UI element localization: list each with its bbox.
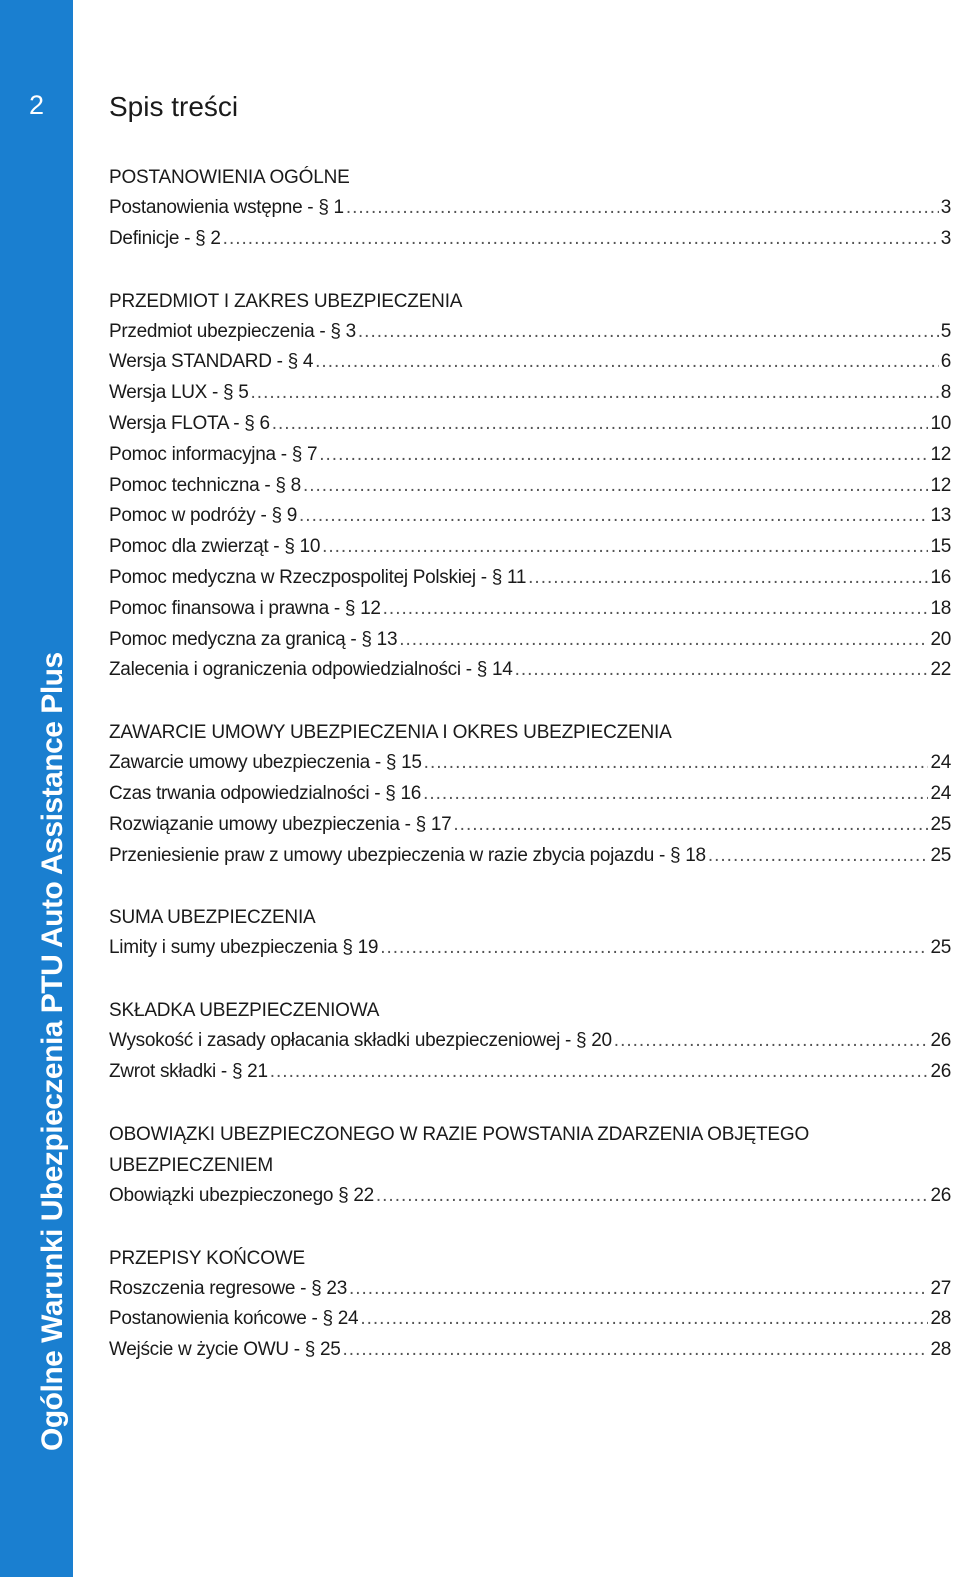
- section-heading: ZAWARCIE UMOWY UBEZPIECZENIA I OKRES UBEZPIECZENIA: [109, 722, 672, 744]
- toc-entry[interactable]: [109, 1026, 951, 1057]
- toc-entry-label: Rozwiązanie umowy ubezpieczenia - § 17: [109, 813, 452, 835]
- toc-entry[interactable]: [109, 1057, 951, 1088]
- dot-leader: [383, 594, 929, 625]
- dot-leader: [343, 1335, 929, 1366]
- toc-entry-label: Przedmiot ubezpieczenia - § 3: [109, 320, 356, 342]
- toc-entry-page: 12: [930, 443, 951, 465]
- toc-entry-label: Pomoc finansowa i prawna - § 12: [109, 597, 381, 619]
- section-heading: SUMA UBEZPIECZENIA: [109, 907, 316, 929]
- toc-section: [109, 1119, 951, 1212]
- toc-entry-page: 5: [940, 320, 951, 342]
- toc-entry[interactable]: [109, 1304, 951, 1335]
- toc-entry[interactable]: [109, 440, 951, 471]
- section-heading: PRZEPISY KOŃCOWE: [109, 1247, 305, 1269]
- dot-leader: [423, 779, 928, 810]
- toc-section: [109, 995, 951, 1088]
- toc-entry[interactable]: [109, 748, 951, 779]
- dot-leader: [360, 1304, 928, 1335]
- toc-entry[interactable]: [109, 409, 951, 440]
- toc-entry-label: Pomoc medyczna w Rzeczpospolitej Polskiej - § 11: [109, 566, 527, 588]
- toc-entry[interactable]: [109, 563, 951, 594]
- dot-leader: [299, 501, 928, 532]
- toc-entry[interactable]: [109, 841, 951, 872]
- toc-entry[interactable]: [109, 810, 951, 841]
- toc-entry[interactable]: [109, 471, 951, 502]
- dot-leader: [322, 532, 928, 563]
- dot-leader: [270, 1057, 929, 1088]
- toc-entry[interactable]: [109, 224, 951, 255]
- toc-entry-page: 10: [930, 412, 951, 434]
- toc-entry-label: Postanowienia wstępne - § 1: [109, 197, 344, 218]
- dot-leader: [614, 1026, 929, 1057]
- dot-leader: [358, 317, 939, 348]
- section-heading: PRZEDMIOT I ZAKRES UBEZPIECZENIA: [109, 290, 463, 312]
- dot-leader: [380, 933, 928, 964]
- dot-leader: [223, 224, 939, 255]
- toc-entry-page: 20: [930, 628, 951, 650]
- toc-section: [109, 1243, 951, 1366]
- toc-section: [109, 162, 951, 255]
- toc-entry-label: Zawarcie umowy ubezpieczenia - § 15: [109, 752, 422, 774]
- toc-entry[interactable]: [109, 779, 951, 810]
- toc-entry[interactable]: [109, 655, 951, 686]
- dot-leader: [349, 1274, 928, 1305]
- toc-entry[interactable]: [109, 317, 951, 348]
- page-title: Spis treści: [109, 91, 239, 122]
- dot-leader: [319, 440, 928, 471]
- toc-entry-page: 13: [930, 505, 951, 527]
- toc-entry[interactable]: [109, 378, 951, 409]
- section-heading: SKŁADKA UBEZPIECZENIOWA: [109, 1000, 380, 1022]
- toc-entry-label: Wersja FLOTA - § 6: [109, 412, 270, 434]
- toc-entry-page: 3: [940, 227, 951, 249]
- toc-entry-page: 15: [930, 536, 951, 558]
- dot-leader: [346, 193, 939, 224]
- toc-section: [109, 717, 951, 871]
- dot-leader: [303, 471, 929, 502]
- toc-entry-page: 26: [930, 1030, 951, 1052]
- toc-entry-page: 12: [930, 474, 951, 496]
- toc-entry-label: Zalecenia i ograniczenia odpowiedzialności - § 14: [109, 659, 513, 681]
- toc-entry[interactable]: [109, 193, 951, 224]
- dot-leader: [399, 625, 928, 656]
- toc-entry-page: 26: [930, 1060, 951, 1082]
- dot-leader: [272, 409, 929, 440]
- toc-entry-label: Wersja LUX - § 5: [109, 382, 249, 404]
- toc-entry-label: Roszczenia regresowe - § 23: [109, 1277, 347, 1299]
- toc-entry-page: 8: [940, 382, 951, 404]
- toc-entry[interactable]: [109, 625, 951, 656]
- dot-leader: [708, 841, 929, 872]
- sidebar-title: Ogólne Warunki Ubezpieczenia PTU Auto Assistance Plus: [36, 652, 69, 1451]
- toc-entry-page: 22: [930, 659, 951, 681]
- toc-entry-label: Limity i sumy ubezpieczenia § 19: [109, 937, 379, 959]
- toc-entry-label: Pomoc dla zwierząt - § 10: [109, 536, 321, 558]
- toc-entry-page: 25: [930, 813, 951, 835]
- toc-entry[interactable]: [109, 532, 951, 563]
- toc-entry-label: Obowiązki ubezpieczonego § 22: [109, 1184, 374, 1206]
- toc-section: [109, 286, 951, 687]
- dot-leader: [515, 655, 929, 686]
- toc-content: [109, 88, 951, 1397]
- toc-entry-label: Postanowienia końcowe - § 24: [109, 1308, 359, 1330]
- toc-entry-page: 27: [930, 1277, 951, 1299]
- section-heading: OBOWIĄZKI UBEZPIECZONEGO W RAZIE POWSTANIA ZDARZENIA OBJĘTEGO UBEZPIECZENIEM: [109, 1123, 810, 1176]
- toc-entry-page: 16: [930, 566, 951, 588]
- section-heading: POSTANOWIENIA OGÓLNE: [109, 167, 350, 188]
- toc-entry[interactable]: [109, 933, 951, 964]
- toc-entry-page: 18: [930, 597, 951, 619]
- toc-entry-page: 25: [930, 844, 951, 866]
- toc-entry[interactable]: [109, 501, 951, 532]
- dot-leader: [528, 563, 928, 594]
- toc-entry[interactable]: [109, 347, 951, 378]
- toc-entry-page: 24: [930, 752, 951, 774]
- toc-entry-label: Pomoc techniczna - § 8: [109, 474, 301, 496]
- toc-entry[interactable]: [109, 1181, 951, 1212]
- toc-section: [109, 902, 951, 964]
- page-number: 2: [28, 90, 45, 120]
- toc-entry-label: Pomoc informacyjna - § 7: [109, 443, 318, 465]
- table-of-contents: [109, 162, 951, 1366]
- dot-leader: [424, 748, 929, 779]
- toc-entry-label: Zwrot składki - § 21: [109, 1060, 268, 1082]
- toc-entry-page: 3: [940, 197, 951, 218]
- toc-entry-label: Przeniesienie praw z umowy ubezpieczenia w razie zbycia pojazdu - § 18: [109, 844, 706, 866]
- toc-entry[interactable]: [109, 594, 951, 625]
- toc-entry-label: Pomoc w podróży - § 9: [109, 505, 298, 527]
- dot-leader: [315, 347, 939, 378]
- dot-leader: [376, 1181, 929, 1212]
- dot-leader: [251, 378, 939, 409]
- toc-entry-page: 26: [930, 1184, 951, 1206]
- toc-entry-page: 28: [930, 1308, 951, 1330]
- toc-entry-label: Pomoc medyczna za granicą - § 13: [109, 628, 398, 650]
- dot-leader: [453, 810, 928, 841]
- sidebar: [0, 0, 73, 1577]
- toc-entry-label: Wejście w życie OWU - § 25: [109, 1339, 341, 1361]
- toc-entry-label: Czas trwania odpowiedzialności - § 16: [109, 782, 422, 804]
- toc-entry-label: Definicje - § 2: [109, 227, 221, 249]
- toc-entry-page: 25: [930, 937, 951, 959]
- toc-entry-page: 6: [940, 351, 951, 373]
- toc-entry-label: Wersja STANDARD - § 4: [109, 351, 314, 373]
- toc-entry[interactable]: [109, 1274, 951, 1305]
- toc-entry-label: Wysokość i zasady opłacania składki ubezpieczeniowej - § 20: [109, 1030, 612, 1052]
- toc-entry[interactable]: [109, 1335, 951, 1366]
- toc-entry-page: 24: [930, 782, 951, 804]
- toc-entry-page: 28: [930, 1339, 951, 1361]
